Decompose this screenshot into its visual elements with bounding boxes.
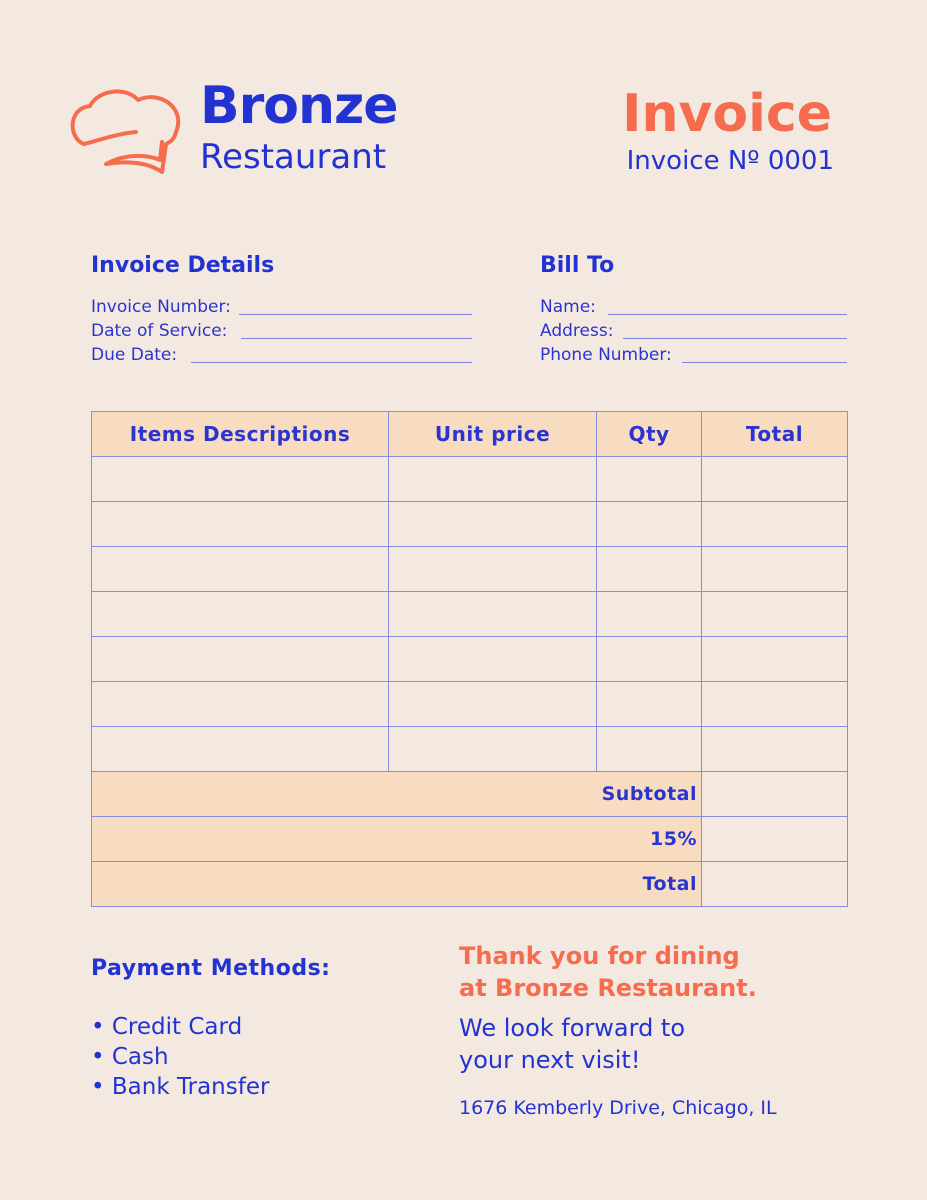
name-field[interactable] (540, 295, 847, 319)
tax-value-cell[interactable] (702, 817, 848, 862)
field-label: Address: (540, 321, 614, 341)
fill-line (608, 313, 847, 315)
items-table (91, 411, 848, 907)
unit-price-cell[interactable] (389, 457, 597, 502)
table-header-row (92, 412, 848, 457)
column-header-total: Total (702, 412, 848, 457)
unit-price-cell[interactable] (389, 682, 597, 727)
qty-cell[interactable] (597, 682, 702, 727)
total-cell[interactable] (702, 637, 848, 682)
table-row (92, 682, 848, 727)
restaurant-address: 1676 Kemberly Drive, Chicago, IL (459, 1097, 777, 1119)
brand-subtitle: Restaurant (200, 137, 387, 177)
address-field[interactable] (540, 319, 847, 343)
qty-cell[interactable] (597, 637, 702, 682)
field-label: Due Date: (91, 345, 178, 365)
fill-line (239, 313, 472, 315)
unit-price-cell[interactable] (389, 502, 597, 547)
unit-price-cell[interactable] (389, 637, 597, 682)
qty-cell[interactable] (597, 547, 702, 592)
document-title: Invoice (622, 84, 832, 144)
tax-label: 15% (92, 817, 702, 862)
description-cell[interactable] (92, 592, 389, 637)
bill-to-heading: Bill To (540, 253, 615, 278)
payment-methods-heading: Payment Methods: (91, 956, 331, 981)
grand-total-value-cell[interactable] (702, 862, 848, 907)
look-forward-line: your next visit! (459, 1046, 641, 1074)
look-forward-message (459, 1012, 685, 1076)
invoice-details-heading: Invoice Details (91, 253, 275, 278)
tax-row (92, 817, 848, 862)
total-cell[interactable] (702, 547, 848, 592)
field-label: Invoice Number: (91, 297, 231, 317)
thank-you-message (459, 940, 757, 1004)
chef-hat-icon (66, 86, 186, 182)
qty-cell[interactable] (597, 457, 702, 502)
total-cell[interactable] (702, 457, 848, 502)
table-row (92, 637, 848, 682)
field-label: Phone Number: (540, 345, 672, 365)
column-header-unit-price: Unit price (389, 412, 597, 457)
description-cell[interactable] (92, 502, 389, 547)
fill-line (191, 361, 472, 363)
table-row (92, 502, 848, 547)
description-cell[interactable] (92, 727, 389, 772)
due-date-field[interactable] (91, 343, 472, 367)
subtotal-row (92, 772, 848, 817)
fill-line (241, 337, 472, 339)
brand-name: Bronze (200, 76, 398, 136)
column-header-description: Items Descriptions (92, 412, 389, 457)
total-cell[interactable] (702, 682, 848, 727)
invoice-number-field[interactable] (91, 295, 472, 319)
fill-line (682, 361, 847, 363)
subtotal-value-cell[interactable] (702, 772, 848, 817)
fill-line (623, 337, 847, 339)
table-row (92, 592, 848, 637)
grand-total-row (92, 862, 848, 907)
unit-price-cell[interactable] (389, 592, 597, 637)
payment-methods-list (91, 1012, 269, 1102)
bill-to-fields (540, 295, 847, 367)
list-item: • Credit Card (91, 1014, 243, 1040)
invoice-number: Invoice Nº 0001 (626, 146, 834, 176)
table-row (92, 727, 848, 772)
date-of-service-field[interactable] (91, 319, 472, 343)
description-cell[interactable] (92, 682, 389, 727)
table-row (92, 547, 848, 592)
qty-cell[interactable] (597, 502, 702, 547)
description-cell[interactable] (92, 637, 389, 682)
look-forward-line: We look forward to (459, 1014, 686, 1042)
description-cell[interactable] (92, 547, 389, 592)
qty-cell[interactable] (597, 592, 702, 637)
description-cell[interactable] (92, 457, 389, 502)
column-header-qty: Qty (597, 412, 702, 457)
thank-you-line: Thank you for dining (459, 942, 740, 970)
total-cell[interactable] (702, 502, 848, 547)
unit-price-cell[interactable] (389, 547, 597, 592)
field-label: Date of Service: (91, 321, 228, 341)
thank-you-line: at Bronze Restaurant. (459, 974, 757, 1002)
total-cell[interactable] (702, 727, 848, 772)
subtotal-label: Subtotal (92, 772, 702, 817)
list-item: • Cash (91, 1044, 169, 1070)
invoice-details-fields (91, 295, 472, 367)
grand-total-label: Total (92, 862, 702, 907)
total-cell[interactable] (702, 592, 848, 637)
field-label: Name: (540, 297, 596, 317)
table-row (92, 457, 848, 502)
phone-number-field[interactable] (540, 343, 847, 367)
qty-cell[interactable] (597, 727, 702, 772)
unit-price-cell[interactable] (389, 727, 597, 772)
list-item: • Bank Transfer (91, 1074, 270, 1100)
